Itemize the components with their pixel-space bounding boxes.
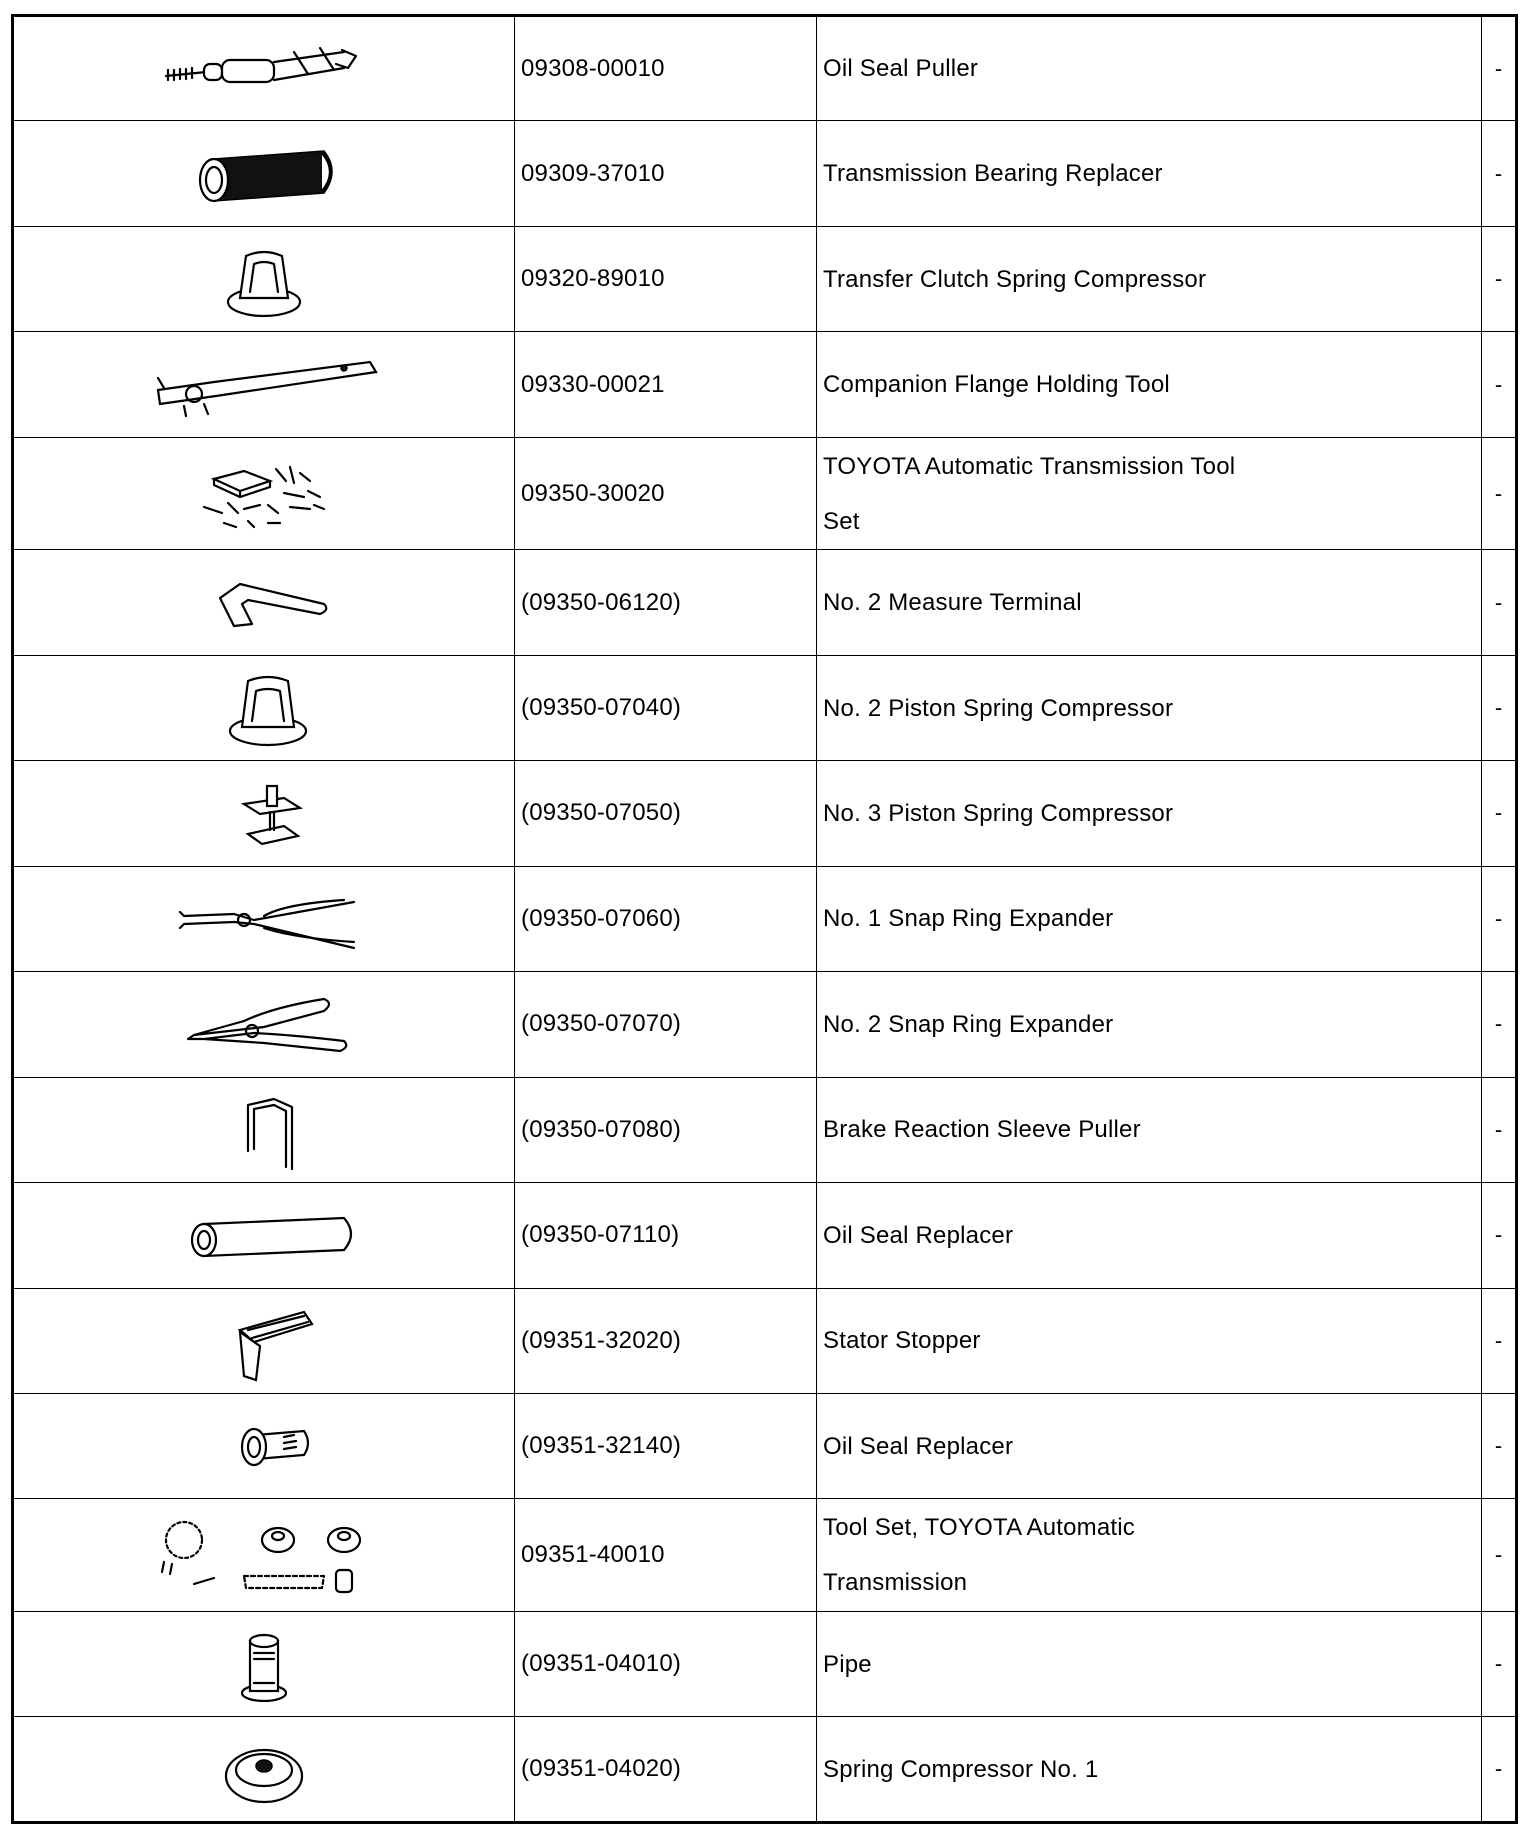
- flange-holding-tool-icon: [144, 340, 384, 430]
- small-replacer-icon: [144, 1401, 384, 1491]
- tool-illustration: [13, 121, 515, 226]
- snap-ring-expander-2-icon: [144, 979, 384, 1069]
- tool-name: No. 3 Piston Spring Compressor: [817, 761, 1482, 866]
- tool-illustration: [13, 1288, 515, 1393]
- part-number: 09320-89010: [515, 226, 817, 331]
- part-number: (09350-07080): [515, 1077, 817, 1182]
- note: -: [1482, 1717, 1517, 1823]
- part-number: (09351-04020): [515, 1717, 817, 1823]
- part-number: (09350-06120): [515, 550, 817, 655]
- note: -: [1482, 16, 1517, 121]
- sleeve-puller-icon: [144, 1085, 384, 1175]
- table-row: [13, 16, 1517, 121]
- table-row: [13, 1717, 1517, 1823]
- tool-illustration: [13, 655, 515, 760]
- table-row: [13, 1183, 1517, 1288]
- table-row: [13, 437, 1517, 550]
- note: -: [1482, 1077, 1517, 1182]
- note: -: [1482, 1183, 1517, 1288]
- part-number: (09351-04010): [515, 1611, 817, 1716]
- table-row: [13, 121, 1517, 226]
- tool-name: Transfer Clutch Spring Compressor: [817, 226, 1482, 331]
- note: -: [1482, 972, 1517, 1077]
- tool-name: No. 2 Measure Terminal: [817, 550, 1482, 655]
- tool-name: Transmission Bearing Replacer: [817, 121, 1482, 226]
- part-number: 09350-30020: [515, 437, 817, 550]
- part-number: (09350-07040): [515, 655, 817, 760]
- tool-set-icon: [144, 449, 384, 539]
- tool-name: Companion Flange Holding Tool: [817, 332, 1482, 437]
- tool-name: Oil Seal Puller: [817, 16, 1482, 121]
- table-row: [13, 226, 1517, 331]
- tool-name: No. 2 Piston Spring Compressor: [817, 655, 1482, 760]
- tool-name: TOYOTA Automatic Transmission Tool Set: [817, 437, 1482, 550]
- note: -: [1482, 866, 1517, 971]
- part-number: (09351-32140): [515, 1393, 817, 1498]
- note: -: [1482, 121, 1517, 226]
- table-row: [13, 1288, 1517, 1393]
- table-row: [13, 655, 1517, 760]
- note: -: [1482, 437, 1517, 550]
- table-row: [13, 550, 1517, 655]
- tool-name: Oil Seal Replacer: [817, 1393, 1482, 1498]
- table-row: [13, 1393, 1517, 1498]
- note: -: [1482, 1288, 1517, 1393]
- tool-illustration: [13, 1393, 515, 1498]
- table-row: [13, 332, 1517, 437]
- part-number: 09330-00021: [515, 332, 817, 437]
- part-number: 09309-37010: [515, 121, 817, 226]
- tool-illustration: [13, 550, 515, 655]
- table-row: [13, 866, 1517, 971]
- tool-illustration: [13, 226, 515, 331]
- tool-illustration: [13, 1499, 515, 1612]
- snap-ring-expander-icon: [144, 874, 384, 964]
- table-row: [13, 1611, 1517, 1716]
- part-number: 09351-40010: [515, 1499, 817, 1612]
- tool-illustration: [13, 16, 515, 121]
- tool-illustration: [13, 866, 515, 971]
- note: -: [1482, 1611, 1517, 1716]
- tool-illustration: [13, 332, 515, 437]
- tool-name: Brake Reaction Sleeve Puller: [817, 1077, 1482, 1182]
- tool-name: Spring Compressor No. 1: [817, 1717, 1482, 1823]
- bearing-replacer-icon: [144, 129, 384, 219]
- part-number: (09350-07070): [515, 972, 817, 1077]
- tool-name: Tool Set, TOYOTA Automatic Transmission: [817, 1499, 1482, 1612]
- part-number: (09350-07060): [515, 866, 817, 971]
- note: -: [1482, 655, 1517, 760]
- table-row: [13, 761, 1517, 866]
- tool-name: No. 1 Snap Ring Expander: [817, 866, 1482, 971]
- note: -: [1482, 550, 1517, 655]
- note: -: [1482, 226, 1517, 331]
- tool-illustration: [13, 1183, 515, 1288]
- clutch-spring-compressor-icon: [144, 234, 384, 324]
- tool-set-parts-icon: [144, 1510, 384, 1600]
- pipe-icon: [144, 1619, 384, 1709]
- note: -: [1482, 332, 1517, 437]
- plate-compressor-icon: [144, 768, 384, 858]
- table-row: [13, 1077, 1517, 1182]
- tool-illustration: [13, 761, 515, 866]
- oil-seal-puller-icon: [144, 24, 384, 114]
- measure-terminal-icon: [144, 558, 384, 648]
- tool-illustration: [13, 972, 515, 1077]
- spring-compressor-disc-icon: [144, 1724, 384, 1814]
- stator-stopper-icon: [144, 1296, 384, 1386]
- tool-name: Oil Seal Replacer: [817, 1183, 1482, 1288]
- special-tools-table: [11, 14, 1518, 1824]
- tool-illustration: [13, 1717, 515, 1823]
- part-number: 09308-00010: [515, 16, 817, 121]
- part-number: (09351-32020): [515, 1288, 817, 1393]
- note: -: [1482, 1499, 1517, 1612]
- tool-illustration: [13, 1611, 515, 1716]
- tool-name: Stator Stopper: [817, 1288, 1482, 1393]
- tool-name: No. 2 Snap Ring Expander: [817, 972, 1482, 1077]
- tool-name: Pipe: [817, 1611, 1482, 1716]
- tool-illustration: [13, 1077, 515, 1182]
- part-number: (09350-07050): [515, 761, 817, 866]
- piston-spring-compressor-icon: [144, 663, 384, 753]
- table-row: [13, 1499, 1517, 1612]
- part-number: (09350-07110): [515, 1183, 817, 1288]
- table-row: [13, 972, 1517, 1077]
- note: -: [1482, 761, 1517, 866]
- tube-replacer-icon: [144, 1190, 384, 1280]
- tool-illustration: [13, 437, 515, 550]
- note: -: [1482, 1393, 1517, 1498]
